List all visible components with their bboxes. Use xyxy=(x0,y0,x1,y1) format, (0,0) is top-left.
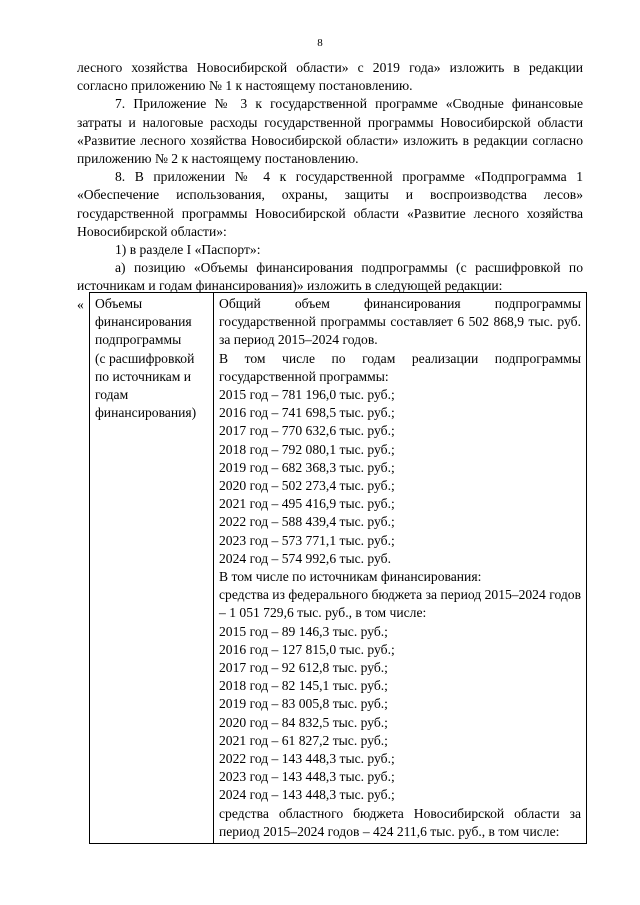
financing-details-cell xyxy=(214,293,587,844)
page-number: 8 xyxy=(317,37,323,49)
left-line: Объемы xyxy=(95,296,143,311)
financing-line: 2017 год – 770 632,6 тыс. руб.; xyxy=(219,423,395,439)
position-name-cell xyxy=(90,293,214,844)
financing-line: 2015 год – 781 196,0 тыс. руб.; xyxy=(219,387,395,403)
financing-line: 2022 год – 588 439,4 тыс. руб.; xyxy=(219,514,395,530)
paragraph-subitem-1: 1) в разделе I «Паспорт»: xyxy=(115,242,261,258)
financing-line: Общий объем финансирования подпрограммы государственной программы составляет 6 502 868,9 тыс. руб. за период 2015–2024 годов. xyxy=(219,296,581,348)
left-line: (с расшифровкой xyxy=(95,350,195,366)
paragraph-subitem-a: а) позицию «Объемы финансирования подпрограммы (с расшифровкой по источникам и годам финансирования)» изложить в следующей редакции: xyxy=(77,260,583,294)
left-line: финансирования xyxy=(95,314,192,330)
financing-line: 2020 год – 84 832,5 тыс. руб.; xyxy=(219,714,388,730)
financing-line: 2022 год – 143 448,3 тыс. руб.; xyxy=(219,751,395,767)
financing-line: В том числе по годам реализации подпрограммы государственной программы: xyxy=(219,350,581,384)
left-line: годам xyxy=(95,387,129,403)
financing-line: 2018 год – 792 080,1 тыс. руб.; xyxy=(219,441,395,457)
financing-line: 2023 год – 573 771,1 тыс. руб.; xyxy=(219,532,395,548)
financing-line: средства областного бюджета Новосибирской области за период 2015–2024 годов – 424 211,6 тыс. руб., в том числе: xyxy=(219,805,581,839)
passport-table xyxy=(89,292,587,844)
financing-line: 2021 год – 495 416,9 тыс. руб.; xyxy=(219,496,395,512)
opening-quote: « xyxy=(77,297,84,312)
financing-line: В том числе по источникам финансирования: xyxy=(219,569,482,585)
financing-line: 2018 год – 82 145,1 тыс. руб.; xyxy=(219,678,388,694)
financing-line: 2016 год – 741 698,5 тыс. руб.; xyxy=(219,405,395,421)
body-text xyxy=(77,59,583,296)
financing-line: средства из федерального бюджета за период 2015–2024 годов – 1 051 729,6 тыс. руб., в том числе: xyxy=(219,587,581,621)
financing-line: 2021 год – 61 827,2 тыс. руб.; xyxy=(219,732,388,748)
left-line: по источникам и xyxy=(95,368,192,384)
table-row xyxy=(90,293,587,844)
financing-line: 2019 год – 83 005,8 тыс. руб.; xyxy=(219,696,388,712)
financing-line: 2017 год – 92 612,8 тыс. руб.; xyxy=(219,660,388,676)
financing-line: 2024 год – 574 992,6 тыс. руб. xyxy=(219,550,391,566)
financing-line: 2016 год – 127 815,0 тыс. руб.; xyxy=(219,641,395,657)
paragraph-item-8: 8. В приложении № 4 к государственной программе «Подпрограмма 1 «Обеспечение использования, охраны, защиты и воспроизводства лесов» государственной программы Новосибирской области «Развитие лесного хозяйства Новосибирской области»: xyxy=(77,169,583,239)
financing-line: 2020 год – 502 273,4 тыс. руб.; xyxy=(219,478,395,494)
left-line: подпрограммы xyxy=(95,332,182,348)
left-line: финансирования) xyxy=(95,405,197,421)
financing-line: 2015 год – 89 146,3 тыс. руб.; xyxy=(219,623,388,639)
financing-line: 2023 год – 143 448,3 тыс. руб.; xyxy=(219,769,395,785)
paragraph-1: лесного хозяйства Новосибирской области» с 2019 года» изложить в редакции согласно приложению № 1 к настоящему постановлению. xyxy=(77,60,583,94)
paragraph-item-7: 7. Приложение № 3 к государственной программе «Сводные финансовые затраты и налоговые расходы государственной программы Новосибирской области «Развитие лесного хозяйства Новосибирской области» изложить в редакции согласно приложению № 2 к настоящему постановлению. xyxy=(77,96,583,167)
financing-line: 2024 год – 143 448,3 тыс. руб.; xyxy=(219,787,395,803)
financing-line: 2019 год – 682 368,3 тыс. руб.; xyxy=(219,459,395,475)
